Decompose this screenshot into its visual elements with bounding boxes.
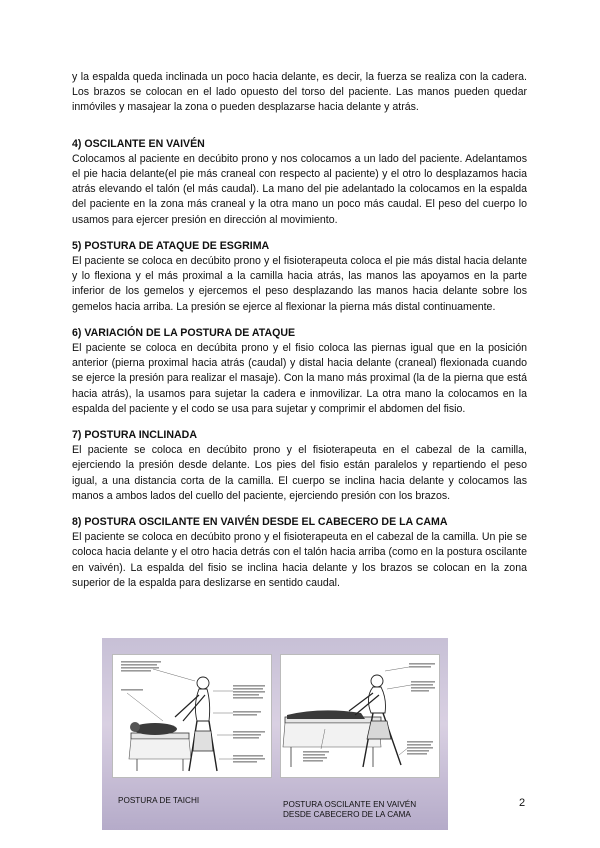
section-text: El paciente se coloca en decúbito prono y el fisioterapeuta en el cabezal de la camilla. Un pie se coloca hacia delante y el otro hacia detrás con el talón hacia arriba (como en la postura oscilante en vaivén). La espalda del fisio se inclina hacia delante y los brazos se colocan en la zona superior de la espalda para deslizarse en sentido caudal. xyxy=(72,531,527,589)
section-text: El paciente se coloca en decúbito prono y el fisioterapeuta en el cabezal de la camilla, ejerciendo la presión desde delante. Los pies del fisio están paralelos y repartiendo el peso igual, a una distancia corta de la camilla. El cuerpo se inclina hacia delante y colocamos las manos a ambos lados del cuello del paciente, ejerciendo presión con los brazos. xyxy=(72,444,527,502)
cabecero-illustration xyxy=(280,654,440,778)
text-column xyxy=(72,70,527,601)
section-inclinada xyxy=(72,428,527,504)
section-heading: 6) VARIACIÓN DE LA POSTURA DE ATAQUE xyxy=(72,326,296,339)
section-heading: 4) OSCILANTE EN VAIVÉN xyxy=(72,137,205,150)
intro-paragraph: y la espalda queda inclinada un poco hacia delante, es decir, la fuerza se realiza con la cadera. Los brazos se colocan en el lado opuesto del torso del paciente. Las manos pueden quedar inmóviles y masajear la zona o pueden desplazarse hacia delante y atrás. xyxy=(72,71,527,114)
section-heading: 7) POSTURA INCLINADA xyxy=(72,429,197,442)
section-variacion xyxy=(72,326,527,417)
section-text: El paciente se coloca en decúbita prono y el fisio coloca las piernas igual que en la posición anterior (pierna proximal hacia atrás (caudal) y distal hacia delante (craneal) flexionada cuando se ejerce la presión para realizar el masaje). Con la mano más proximal (la de la pierna que está hacia atrás), la usamos para sujetar la cadera e inmovilizar. La otra mano la colocamos en la espalda del paciente y el codo se usa para sujetar y comprimir el abdomen del fisio. xyxy=(72,342,527,415)
section-esgrima xyxy=(72,239,527,315)
caption-cabecero-line1: POSTURA OSCILANTE EN VAIVÉN xyxy=(283,800,417,809)
section-oscilante xyxy=(72,137,527,228)
cabecero-drawing xyxy=(281,655,439,777)
section-text: El paciente se coloca en decúbito prono y el fisioterapeuta coloca el pie más distal hacia delante y lo flexiona y el más proximal a la camilla hacia atrás, las manos las apoyamos en la parte inferior de los gemelos y ejercemos el peso desplazando las manos hacia delante sobre los gemelos hacia arriba. La presión se ejerce al flexionar la pierna más distal continuamente. xyxy=(72,255,527,313)
illustration-figure xyxy=(102,638,448,830)
section-cabecero xyxy=(72,515,527,591)
page-number: 2 xyxy=(519,797,526,809)
taichi-illustration xyxy=(112,654,272,778)
caption-cabecero-line2: DESDE CABECERO DE LA CAMA xyxy=(283,809,411,819)
caption-taichi: POSTURA DE TAICHI xyxy=(118,796,200,805)
caption-cabecero xyxy=(283,800,416,819)
section-heading: 8) POSTURA OSCILANTE EN VAIVÉN DESDE EL CABECERO DE LA CAMA xyxy=(72,516,448,529)
section-heading: 5) POSTURA DE ATAQUE DE ESGRIMA xyxy=(72,239,270,252)
section-text: Colocamos al paciente en decúbito prono y nos colocamos a un lado del paciente. Adelantamos el pie hacia delante(el pie más craneal con respecto al paciente) y el otro lo desplazamos hacia atrás elevando el talón (el más caudal). La mano del pie adelantado la colocamos en la espalda del paciente en la zona más craneal y la otra mano un poco más caudal. El peso del cuerpo lo usamos para ejercer presión en dirección al movimiento. xyxy=(72,152,527,226)
intro-section xyxy=(72,70,527,116)
taichi-drawing xyxy=(113,655,271,777)
